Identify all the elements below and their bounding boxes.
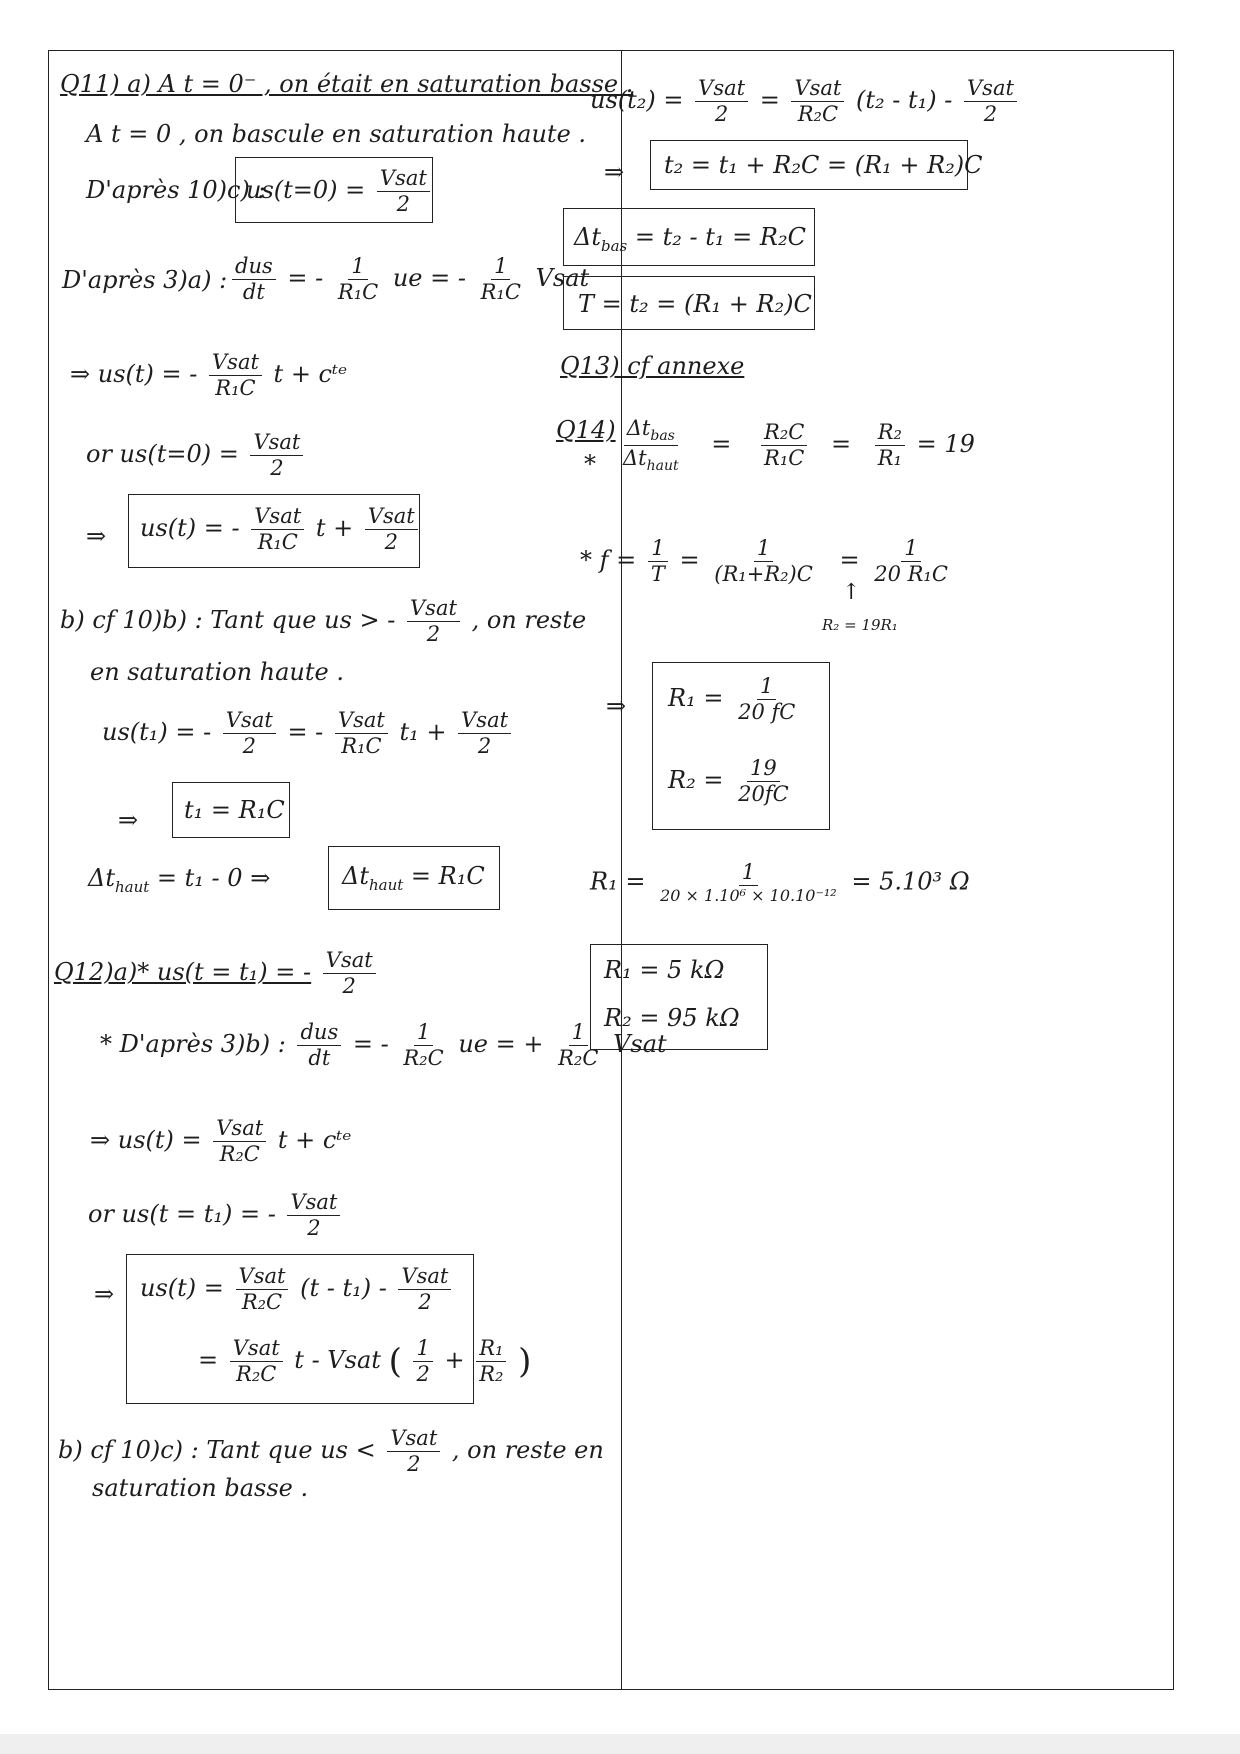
eq-op: = bbox=[830, 430, 852, 459]
frac-den: 2 bbox=[342, 974, 356, 998]
paren-open: ( bbox=[388, 1341, 402, 1382]
frac-num: Vsat bbox=[213, 1118, 266, 1142]
frac-num: Vsat bbox=[287, 1192, 340, 1216]
frac-num: Vsat bbox=[223, 710, 276, 734]
frac-num: Vsat bbox=[323, 950, 376, 974]
frac-num: Vsat bbox=[791, 78, 844, 102]
subscript: bas bbox=[600, 236, 628, 255]
eq-lhs: us(t₂) = bbox=[590, 86, 684, 114]
eq-lhs: R₂ = bbox=[668, 766, 724, 794]
eq-period: T = t₂ = (R₁ + R₂)C bbox=[578, 290, 812, 318]
q11a-line: Q11) a) A t = 0⁻ , on était en saturation basse . bbox=[60, 70, 634, 98]
frac-num: Vsat bbox=[250, 432, 303, 456]
eq-term: t + cᵗᵉ bbox=[277, 1126, 352, 1154]
fraction bbox=[761, 422, 807, 469]
frac-num: 1 bbox=[414, 1022, 433, 1046]
eq-frequency bbox=[580, 538, 955, 585]
eq-op: = bbox=[711, 430, 732, 459]
frac-den: 2 bbox=[983, 102, 998, 126]
q14-label: Q14) bbox=[556, 416, 616, 444]
fraction bbox=[297, 1022, 341, 1069]
eq-op: = bbox=[839, 546, 860, 574]
eq-r1-formula bbox=[668, 676, 802, 723]
eq-us-t2 bbox=[590, 78, 1021, 125]
frac-num: 1 bbox=[739, 862, 758, 886]
frac-den: R₁C bbox=[764, 446, 805, 471]
paren-close: ) bbox=[518, 1341, 532, 1382]
bullet: * bbox=[584, 450, 596, 478]
final-r2: R₂ = 95 kΩ bbox=[604, 1004, 740, 1032]
ref-10c: D'après 10)c) : bbox=[86, 176, 266, 204]
eq-t2: t₂ = t₁ + R₂C = (R₁ + R₂)C bbox=[664, 151, 983, 179]
eq-r2-formula bbox=[668, 758, 796, 805]
frac-den: R₂C bbox=[558, 1046, 599, 1070]
frac-den: R₁C bbox=[257, 530, 298, 554]
fraction bbox=[620, 418, 682, 473]
frac-num: 1 bbox=[757, 676, 776, 700]
eq-r1-numeric bbox=[590, 862, 970, 904]
frac-num: Vsat bbox=[695, 78, 748, 102]
eq-dus-dt-1 bbox=[228, 256, 589, 303]
ref-3b bbox=[100, 1022, 667, 1069]
frac-num: R₂C bbox=[761, 422, 807, 446]
eq-term: Δt bbox=[623, 446, 647, 471]
fraction bbox=[250, 432, 303, 479]
fraction bbox=[695, 78, 748, 125]
frac-num: 19 bbox=[747, 758, 780, 782]
frac-num: Vsat bbox=[335, 710, 388, 734]
eq-lhs: us(t) = - bbox=[140, 514, 240, 542]
fraction bbox=[735, 676, 798, 723]
implies-arrow: ⇒ bbox=[604, 158, 625, 186]
fraction bbox=[476, 1338, 506, 1385]
eq-term: t + bbox=[315, 514, 354, 542]
frac-den: 2 bbox=[396, 192, 411, 216]
eq-term: = t₁ - 0 ⇒ bbox=[156, 864, 271, 892]
eq-term: Δt bbox=[574, 223, 601, 251]
frac-den: 2 bbox=[416, 1362, 430, 1386]
frac-num: dus bbox=[232, 256, 276, 280]
frac-den: dt bbox=[242, 280, 265, 304]
scan-bottom-band bbox=[0, 1734, 1240, 1754]
fraction bbox=[232, 256, 276, 303]
eq-lhs: or us(t = t₁) = - bbox=[88, 1200, 276, 1228]
subscript: haut bbox=[646, 458, 679, 475]
fraction bbox=[236, 1266, 289, 1313]
fraction bbox=[387, 1428, 440, 1475]
frac-den: 2 bbox=[270, 456, 284, 480]
frac-den: R₂ bbox=[479, 1362, 504, 1386]
frac-den bbox=[620, 446, 682, 473]
eq-t1: t₁ = R₁C bbox=[184, 796, 285, 824]
frac-den: 2 bbox=[426, 622, 441, 646]
fraction bbox=[413, 1338, 432, 1385]
eq-lhs: us(t₁) = - bbox=[102, 718, 212, 746]
eq-dt-haut bbox=[88, 866, 270, 895]
eq-op: = - bbox=[352, 1030, 389, 1058]
fraction bbox=[735, 758, 792, 805]
fraction bbox=[323, 950, 376, 997]
frac-den: 20 × 1.10⁶ × 10.10⁻¹² bbox=[660, 886, 837, 905]
q13-line: Q13) cf annexe bbox=[560, 352, 745, 380]
frac-num: Vsat bbox=[365, 506, 418, 530]
fraction bbox=[213, 1118, 266, 1165]
eq-us0-lhs: us(t=0) = bbox=[246, 176, 366, 204]
frac-num: 1 bbox=[348, 256, 367, 280]
frac-num: 1 bbox=[901, 538, 920, 562]
frac-den: 20fC bbox=[738, 782, 789, 806]
eq-lhs: or us(t=0) = bbox=[86, 440, 239, 468]
eq-op: = bbox=[198, 1346, 219, 1374]
frac-den: 2 bbox=[418, 1290, 432, 1314]
fraction bbox=[657, 862, 840, 904]
frac-num: Vsat bbox=[964, 78, 1017, 102]
eq-op: = - bbox=[287, 264, 324, 292]
frac-num: Vsat bbox=[398, 1266, 451, 1290]
fraction bbox=[230, 1338, 283, 1385]
subscript: bas bbox=[650, 428, 675, 445]
frac-num: 1 bbox=[491, 256, 510, 280]
eq-us-t-expanded bbox=[198, 1338, 531, 1385]
frac-num: Vsat bbox=[209, 352, 262, 376]
eq-lhs: ⇒ us(t) = bbox=[90, 1126, 202, 1154]
frac-den: 2 bbox=[407, 1452, 421, 1476]
eq-lhs: us(t) = bbox=[140, 1274, 224, 1302]
eq-lhs: ⇒ us(t) = - bbox=[70, 360, 198, 388]
eq-op: = bbox=[759, 86, 780, 114]
eq-term: Δt bbox=[88, 864, 115, 892]
fraction bbox=[791, 78, 844, 125]
eq-term: = R₁C bbox=[410, 862, 485, 890]
eq-term: t + cᵗᵉ bbox=[273, 360, 348, 388]
subscript: haut bbox=[368, 875, 404, 894]
frac-den: R₁C bbox=[215, 376, 256, 400]
eq-us-t-general bbox=[70, 352, 347, 399]
ref-3a: D'après 3)a) : bbox=[62, 266, 228, 294]
frac-num: Vsat bbox=[458, 710, 511, 734]
eq-lhs: R₁ = bbox=[590, 867, 646, 896]
frac-den: R₁C bbox=[480, 280, 521, 304]
q11b-line-2: en saturation haute . bbox=[90, 658, 344, 686]
fraction bbox=[377, 168, 430, 215]
substitution-note: R₂ = 19R₁ bbox=[822, 616, 898, 634]
frac-den: R₂C bbox=[219, 1142, 260, 1166]
q11a-line-2: A t = 0 , on bascule en saturation haute . bbox=[86, 120, 587, 148]
text: * D'après 3)b) : bbox=[100, 1030, 286, 1058]
text: b) cf 10)b) : Tant que us > - bbox=[60, 606, 396, 634]
fraction bbox=[251, 506, 304, 553]
eq-op: ue = + bbox=[458, 1030, 544, 1058]
eq-term: t₁ + bbox=[399, 718, 447, 746]
frac-num: R₂ bbox=[875, 422, 905, 446]
final-r1: R₁ = 5 kΩ bbox=[604, 956, 725, 984]
eq-lhs: * f = bbox=[580, 546, 637, 574]
eq-initial-condition-2 bbox=[88, 1192, 344, 1239]
text: b) cf 10)c) : Tant que us < bbox=[58, 1436, 376, 1464]
frac-den: 2 bbox=[714, 102, 729, 126]
eq-term: Δt bbox=[626, 416, 651, 440]
frac-num: 1 bbox=[413, 1338, 432, 1362]
fraction bbox=[400, 1022, 446, 1069]
frac-num: Vsat bbox=[251, 506, 304, 530]
eq-term: Vsat bbox=[613, 1030, 667, 1058]
frac-num: Vsat bbox=[377, 168, 430, 192]
frac-den: 20 R₁C bbox=[874, 562, 948, 586]
fraction bbox=[287, 1192, 340, 1239]
eq-us0 bbox=[246, 168, 434, 215]
eq-term: (t₂ - t₁) - bbox=[856, 86, 953, 114]
frac-num: R₁ bbox=[476, 1338, 506, 1362]
substitution-arrow: ↑ bbox=[842, 580, 861, 605]
eq-term: Δt bbox=[342, 862, 369, 890]
eq-op: = bbox=[679, 546, 700, 574]
frac-den: R₂C bbox=[236, 1362, 277, 1386]
text: , on reste en bbox=[451, 1436, 604, 1464]
frac-den: 2 bbox=[477, 734, 492, 758]
fraction bbox=[711, 538, 816, 585]
frac-den: (R₁+R₂)C bbox=[714, 562, 813, 586]
frac-num: Vsat bbox=[230, 1338, 283, 1362]
eq-us-t-result-2 bbox=[140, 1266, 455, 1313]
fraction bbox=[478, 256, 524, 303]
eq-term: = t₂ - t₁ = R₂C bbox=[634, 223, 806, 251]
frac-den: 2 bbox=[307, 1216, 321, 1240]
fraction bbox=[209, 352, 262, 399]
frac-num bbox=[624, 418, 678, 446]
fraction bbox=[398, 1266, 451, 1313]
frac-den: 2 bbox=[242, 734, 257, 758]
frac-den: R₁ bbox=[877, 446, 902, 471]
q12b-line-2: saturation basse . bbox=[92, 1474, 309, 1502]
fraction bbox=[875, 422, 905, 469]
frac-den: R₁C bbox=[337, 280, 379, 304]
frac-num: 1 bbox=[754, 538, 773, 562]
implies-arrow: ⇒ bbox=[94, 1280, 115, 1308]
eq-dt-bas bbox=[574, 225, 806, 254]
implies-arrow: ⇒ bbox=[606, 692, 627, 720]
eq-op: + bbox=[444, 1346, 465, 1374]
eq-initial-condition bbox=[86, 432, 307, 479]
fraction bbox=[648, 538, 668, 585]
q12a-line bbox=[54, 950, 380, 997]
text: Q12)a)* us(t = t₁) = - bbox=[54, 958, 312, 986]
frac-den: R₂C bbox=[403, 1046, 444, 1070]
fraction bbox=[365, 506, 418, 553]
frac-num: 1 bbox=[648, 538, 667, 562]
fraction bbox=[964, 78, 1017, 125]
q11b-line bbox=[60, 598, 586, 645]
eq-us-t-result bbox=[140, 506, 422, 553]
implies-arrow: ⇒ bbox=[86, 522, 107, 550]
text: , on reste bbox=[471, 606, 587, 634]
eq-us-t1 bbox=[102, 710, 515, 757]
frac-den: dt bbox=[308, 1046, 331, 1070]
frac-den: R₂C bbox=[241, 1290, 283, 1314]
eq-term: = 5.10³ Ω bbox=[851, 867, 970, 896]
eq-term: Vsat bbox=[535, 264, 590, 292]
fraction bbox=[407, 598, 460, 645]
eq-dt-haut-result bbox=[342, 864, 485, 893]
fraction bbox=[871, 538, 951, 585]
eq-term: = 19 bbox=[916, 430, 975, 459]
frac-den: R₂C bbox=[797, 102, 839, 126]
fraction bbox=[335, 256, 381, 303]
eq-term: (t - t₁) - bbox=[300, 1274, 387, 1302]
frac-num: dus bbox=[297, 1022, 341, 1046]
fraction bbox=[458, 710, 511, 757]
implies-arrow: ⇒ bbox=[118, 806, 139, 834]
fraction bbox=[335, 710, 388, 757]
eq-term: t - Vsat bbox=[294, 1346, 381, 1374]
subscript: haut bbox=[114, 877, 150, 896]
eq-lhs: R₁ = bbox=[668, 684, 724, 712]
eq-op: ue = - bbox=[392, 264, 466, 292]
frac-num: Vsat bbox=[387, 1428, 440, 1452]
fraction bbox=[223, 710, 276, 757]
frac-num: Vsat bbox=[407, 598, 460, 622]
frac-num: Vsat bbox=[236, 1266, 289, 1290]
eq-op: = - bbox=[287, 718, 324, 746]
eq-us-t-general-2 bbox=[90, 1118, 351, 1165]
frac-den: 20 fC bbox=[738, 700, 796, 724]
eq-ratio bbox=[616, 418, 975, 473]
q12b-line bbox=[58, 1428, 604, 1475]
frac-den: R₁C bbox=[341, 734, 382, 758]
frac-num: 1 bbox=[569, 1022, 588, 1046]
frac-den: 2 bbox=[384, 530, 398, 554]
frac-den: T bbox=[650, 562, 665, 586]
